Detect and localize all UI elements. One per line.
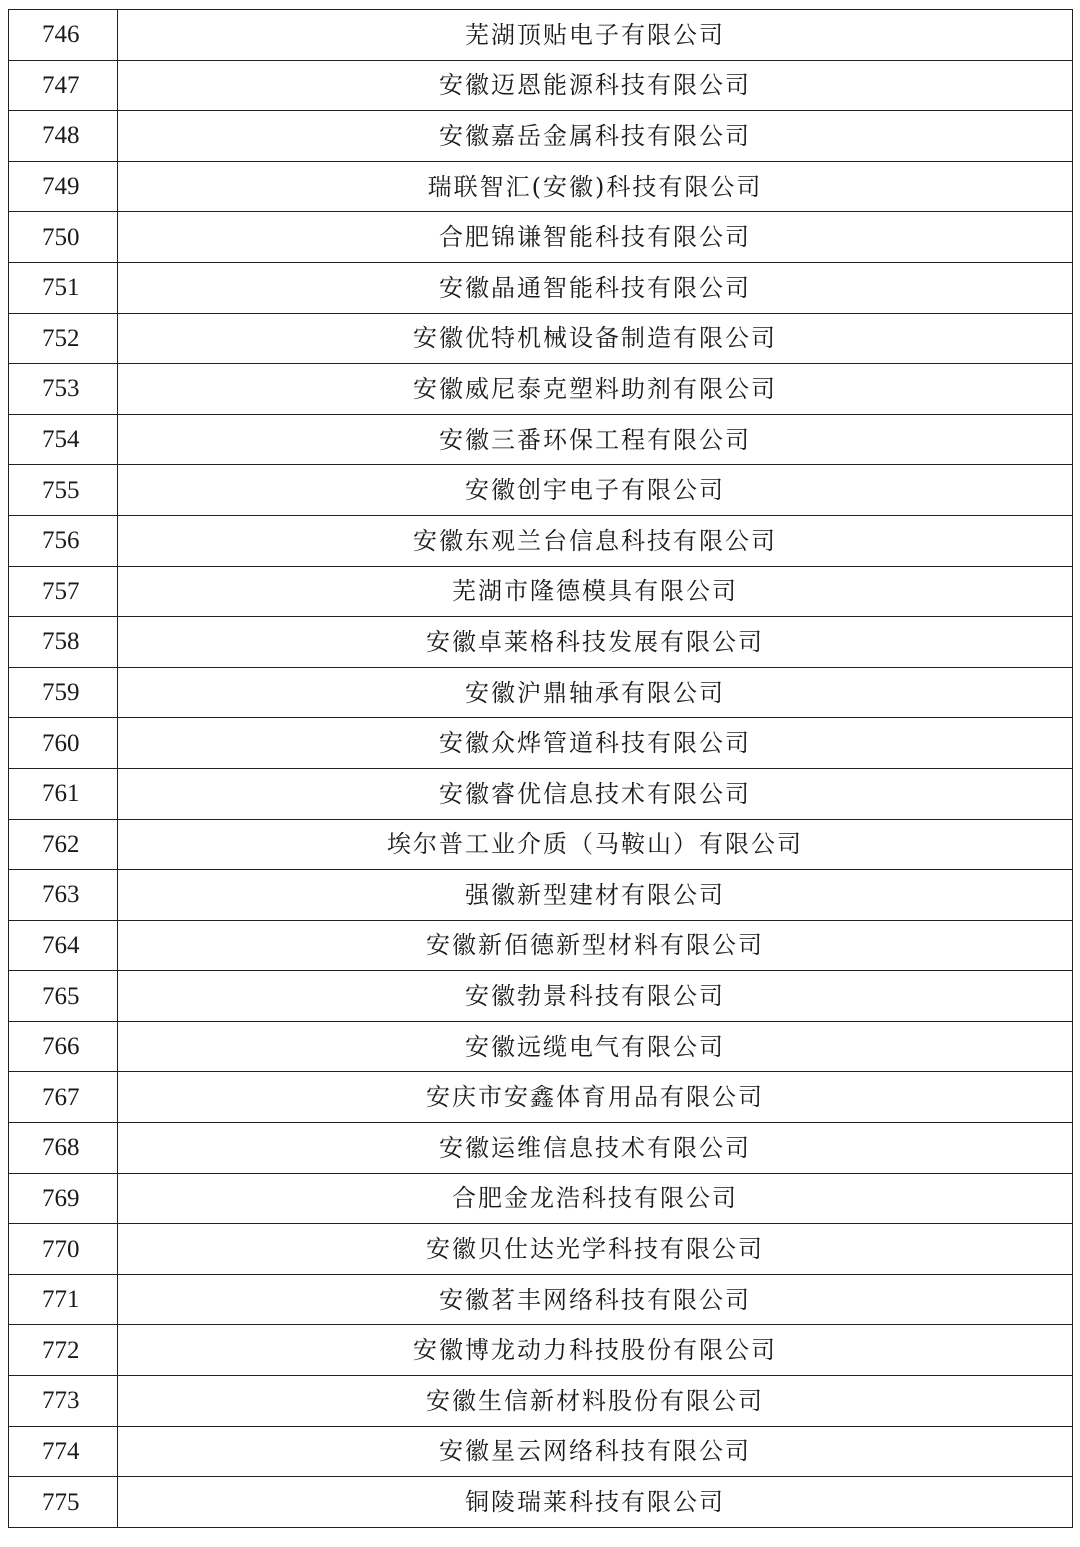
company-name: 强徽新型建材有限公司 [118, 870, 1073, 921]
table-row [9, 971, 1073, 1022]
row-number: 753 [9, 364, 118, 415]
table-row [9, 10, 1073, 61]
company-name: 安徽卓莱格科技发展有限公司 [118, 617, 1073, 668]
table-row [9, 617, 1073, 668]
row-number: 751 [9, 262, 118, 313]
row-number: 764 [9, 920, 118, 971]
row-number: 772 [9, 1325, 118, 1376]
company-name: 铜陵瑞莱科技有限公司 [118, 1477, 1073, 1528]
company-name: 安徽远缆电气有限公司 [118, 1021, 1073, 1072]
table-row [9, 262, 1073, 313]
row-number: 746 [9, 10, 118, 61]
row-number: 768 [9, 1123, 118, 1174]
table-row [9, 1021, 1073, 1072]
company-name: 安徽运维信息技术有限公司 [118, 1123, 1073, 1174]
row-number: 752 [9, 313, 118, 364]
table-row [9, 1477, 1073, 1528]
table-row [9, 819, 1073, 870]
company-name: 瑞联智汇(安徽)科技有限公司 [118, 161, 1073, 212]
row-number: 750 [9, 212, 118, 263]
table-row [9, 364, 1073, 415]
company-name: 合肥金龙浩科技有限公司 [118, 1173, 1073, 1224]
company-name: 安徽威尼泰克塑料助剂有限公司 [118, 364, 1073, 415]
table-row [9, 566, 1073, 617]
company-name: 合肥锦谦智能科技有限公司 [118, 212, 1073, 263]
row-number: 761 [9, 768, 118, 819]
row-number: 775 [9, 1477, 118, 1528]
company-name: 埃尔普工业介质（马鞍山）有限公司 [118, 819, 1073, 870]
row-number: 766 [9, 1021, 118, 1072]
row-number: 757 [9, 566, 118, 617]
table-row [9, 111, 1073, 162]
company-name: 安徽三番环保工程有限公司 [118, 414, 1073, 465]
row-number: 771 [9, 1274, 118, 1325]
table-row [9, 212, 1073, 263]
company-name: 安徽星云网络科技有限公司 [118, 1426, 1073, 1477]
row-number: 770 [9, 1224, 118, 1275]
company-name: 芜湖顶贴电子有限公司 [118, 10, 1073, 61]
row-number: 762 [9, 819, 118, 870]
row-number: 774 [9, 1426, 118, 1477]
table-row [9, 1123, 1073, 1174]
table-row [9, 1325, 1073, 1376]
row-number: 748 [9, 111, 118, 162]
company-name: 安庆市安鑫体育用品有限公司 [118, 1072, 1073, 1123]
company-name: 安徽众烨管道科技有限公司 [118, 718, 1073, 769]
table-row [9, 1426, 1073, 1477]
table-row [9, 313, 1073, 364]
table-row [9, 1224, 1073, 1275]
company-name: 安徽沪鼎轴承有限公司 [118, 667, 1073, 718]
company-name: 安徽东观兰台信息科技有限公司 [118, 515, 1073, 566]
row-number: 756 [9, 515, 118, 566]
table-row [9, 1173, 1073, 1224]
table-row [9, 920, 1073, 971]
row-number: 769 [9, 1173, 118, 1224]
row-number: 760 [9, 718, 118, 769]
table-row [9, 465, 1073, 516]
table-row [9, 161, 1073, 212]
company-name: 安徽贝仕达光学科技有限公司 [118, 1224, 1073, 1275]
company-name: 安徽生信新材料股份有限公司 [118, 1376, 1073, 1427]
row-number: 767 [9, 1072, 118, 1123]
row-number: 765 [9, 971, 118, 1022]
row-number: 747 [9, 60, 118, 111]
table-row [9, 1072, 1073, 1123]
table-row [9, 870, 1073, 921]
table-row [9, 768, 1073, 819]
row-number: 754 [9, 414, 118, 465]
company-name: 安徽睿优信息技术有限公司 [118, 768, 1073, 819]
company-name: 安徽嘉岳金属科技有限公司 [118, 111, 1073, 162]
row-number: 758 [9, 617, 118, 668]
company-list-table [8, 9, 1073, 1528]
row-number: 749 [9, 161, 118, 212]
table-row [9, 515, 1073, 566]
table-row [9, 60, 1073, 111]
row-number: 755 [9, 465, 118, 516]
company-name: 安徽茗丰网络科技有限公司 [118, 1274, 1073, 1325]
company-name: 安徽晶通智能科技有限公司 [118, 262, 1073, 313]
company-name: 安徽创宇电子有限公司 [118, 465, 1073, 516]
company-name: 安徽博龙动力科技股份有限公司 [118, 1325, 1073, 1376]
company-name: 安徽新佰德新型材料有限公司 [118, 920, 1073, 971]
row-number: 759 [9, 667, 118, 718]
company-name: 安徽优特机械设备制造有限公司 [118, 313, 1073, 364]
company-list-table-container [8, 9, 1073, 1528]
row-number: 763 [9, 870, 118, 921]
company-name: 芜湖市隆德模具有限公司 [118, 566, 1073, 617]
company-list-table-body [9, 10, 1073, 1528]
table-row [9, 718, 1073, 769]
row-number: 773 [9, 1376, 118, 1427]
table-row [9, 1376, 1073, 1427]
company-name: 安徽勃景科技有限公司 [118, 971, 1073, 1022]
table-row [9, 414, 1073, 465]
company-name: 安徽迈恩能源科技有限公司 [118, 60, 1073, 111]
table-row [9, 1274, 1073, 1325]
table-row [9, 667, 1073, 718]
